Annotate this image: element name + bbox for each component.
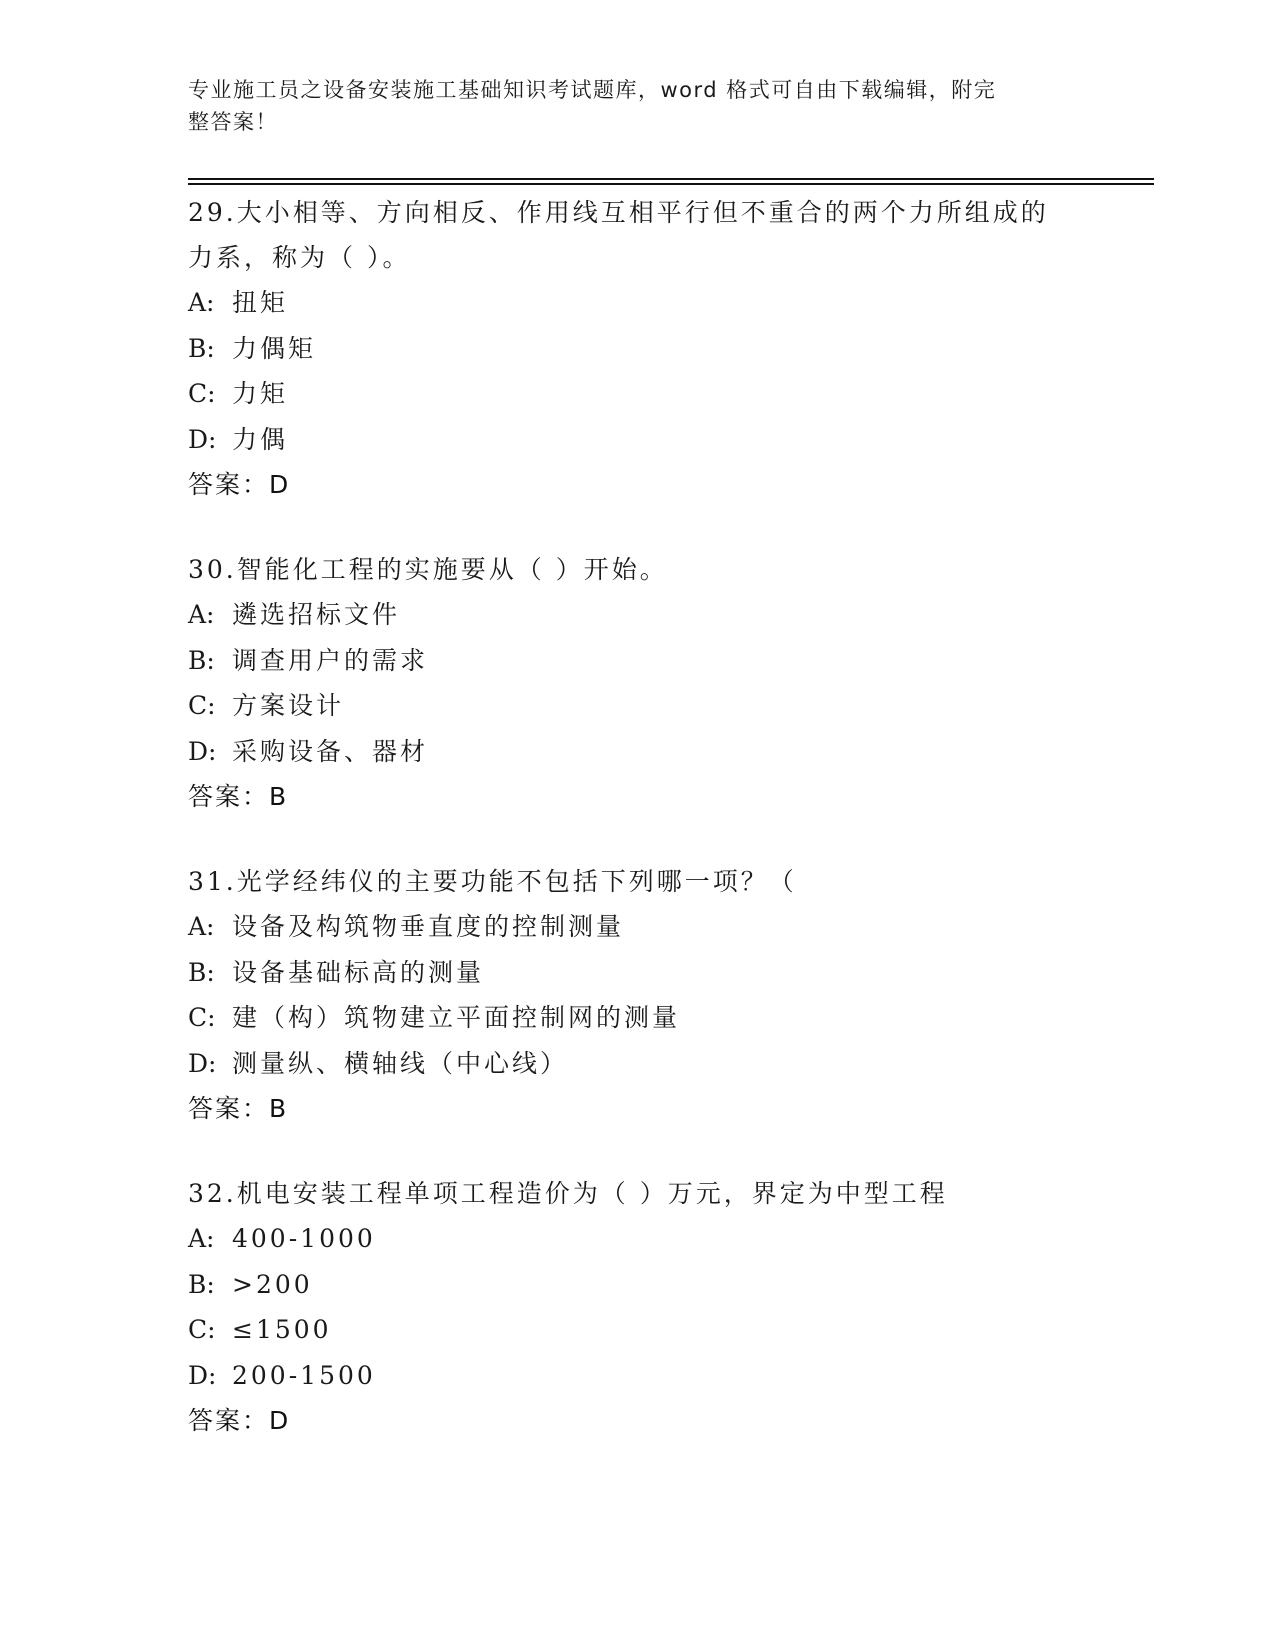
header-divider-top <box>188 178 1154 180</box>
option-key: D: <box>188 1360 217 1390</box>
option-text: 调查用户的需求 <box>232 645 429 675</box>
option-key: C: <box>188 691 216 720</box>
option-key: D: <box>188 736 217 766</box>
question-stem <box>188 1169 1088 1216</box>
question-stem-line-1: 30.智能化工程的实施要从（ ）开始。 <box>188 555 668 584</box>
question-31 <box>188 857 1088 1131</box>
option-c <box>188 371 1088 417</box>
question-stem-line-2: 力系，称为（ ）。 <box>188 243 411 272</box>
header-divider-bottom <box>188 183 1154 185</box>
answer-line: 答案：B <box>188 782 289 811</box>
option-key: B: <box>188 333 215 363</box>
option-key: A: <box>188 288 215 317</box>
option-d <box>188 1041 1088 1087</box>
option-text: 200-1500 <box>232 1360 376 1390</box>
option-key: D: <box>188 1048 217 1078</box>
option-key: C: <box>188 379 216 408</box>
option-text: 设备基础标高的测量 <box>232 957 485 987</box>
option-key: B: <box>188 645 215 675</box>
answer-line: 答案：D <box>188 1406 291 1435</box>
option-b <box>188 1262 1088 1308</box>
option-c <box>188 1307 1088 1353</box>
option-c <box>188 683 1088 729</box>
option-key: C: <box>188 1315 216 1344</box>
option-text: 方案设计 <box>232 691 345 720</box>
option-d <box>188 417 1088 463</box>
option-text: 力矩 <box>232 379 289 408</box>
question-29 <box>188 188 1088 507</box>
header-line-1: 专业施工员之设备安装施工基础知识考试题库，word 格式可自由下载编辑，附完 <box>188 78 997 102</box>
option-key: A: <box>188 600 215 629</box>
option-a <box>188 280 1088 326</box>
document-header <box>188 74 1068 138</box>
option-d <box>188 729 1088 775</box>
option-b <box>188 638 1088 684</box>
option-text: 扭矩 <box>232 288 289 317</box>
question-30 <box>188 545 1088 819</box>
option-key: B: <box>188 1269 215 1299</box>
option-a <box>188 1216 1088 1262</box>
option-text: 遴选招标文件 <box>232 600 401 629</box>
option-key: C: <box>188 1003 216 1032</box>
option-text: 力偶 <box>232 424 289 454</box>
option-d <box>188 1353 1088 1399</box>
question-stem <box>188 188 1088 280</box>
question-stem-line-1: 29.大小相等、方向相反、作用线互相平行但不重合的两个力所组成的 <box>188 198 1049 227</box>
question-stem-line-1: 31.光学经纬仪的主要功能不包括下列哪一项？（ <box>188 867 797 896</box>
option-c <box>188 995 1088 1041</box>
option-key: A: <box>188 912 215 941</box>
option-a <box>188 592 1088 638</box>
option-text: 采购设备、器材 <box>232 736 429 766</box>
option-text: 400-1000 <box>232 1224 376 1253</box>
answer-line: 答案：B <box>188 1094 289 1123</box>
option-b <box>188 950 1088 996</box>
option-text: ≤1500 <box>232 1315 332 1344</box>
header-line-2: 整答案！ <box>188 110 278 134</box>
option-key: B: <box>188 957 215 987</box>
option-key: D: <box>188 424 217 454</box>
question-32 <box>188 1169 1088 1443</box>
option-text: 设备及构筑物垂直度的控制测量 <box>232 912 625 941</box>
question-stem <box>188 545 1088 592</box>
question-stem <box>188 857 1088 904</box>
question-list <box>188 188 1088 1481</box>
option-text: 建（构）筑物建立平面控制网的测量 <box>232 1003 681 1032</box>
option-key: A: <box>188 1224 215 1253</box>
option-text: 测量纵、横轴线（中心线） <box>232 1048 569 1078</box>
option-text: 力偶矩 <box>232 333 317 363</box>
option-a <box>188 904 1088 950</box>
option-b <box>188 326 1088 372</box>
answer-line: 答案：D <box>188 470 291 499</box>
question-stem-line-1: 32.机电安装工程单项工程造价为（ ）万元，界定为中型工程 <box>188 1179 948 1208</box>
option-text: >200 <box>232 1269 313 1299</box>
